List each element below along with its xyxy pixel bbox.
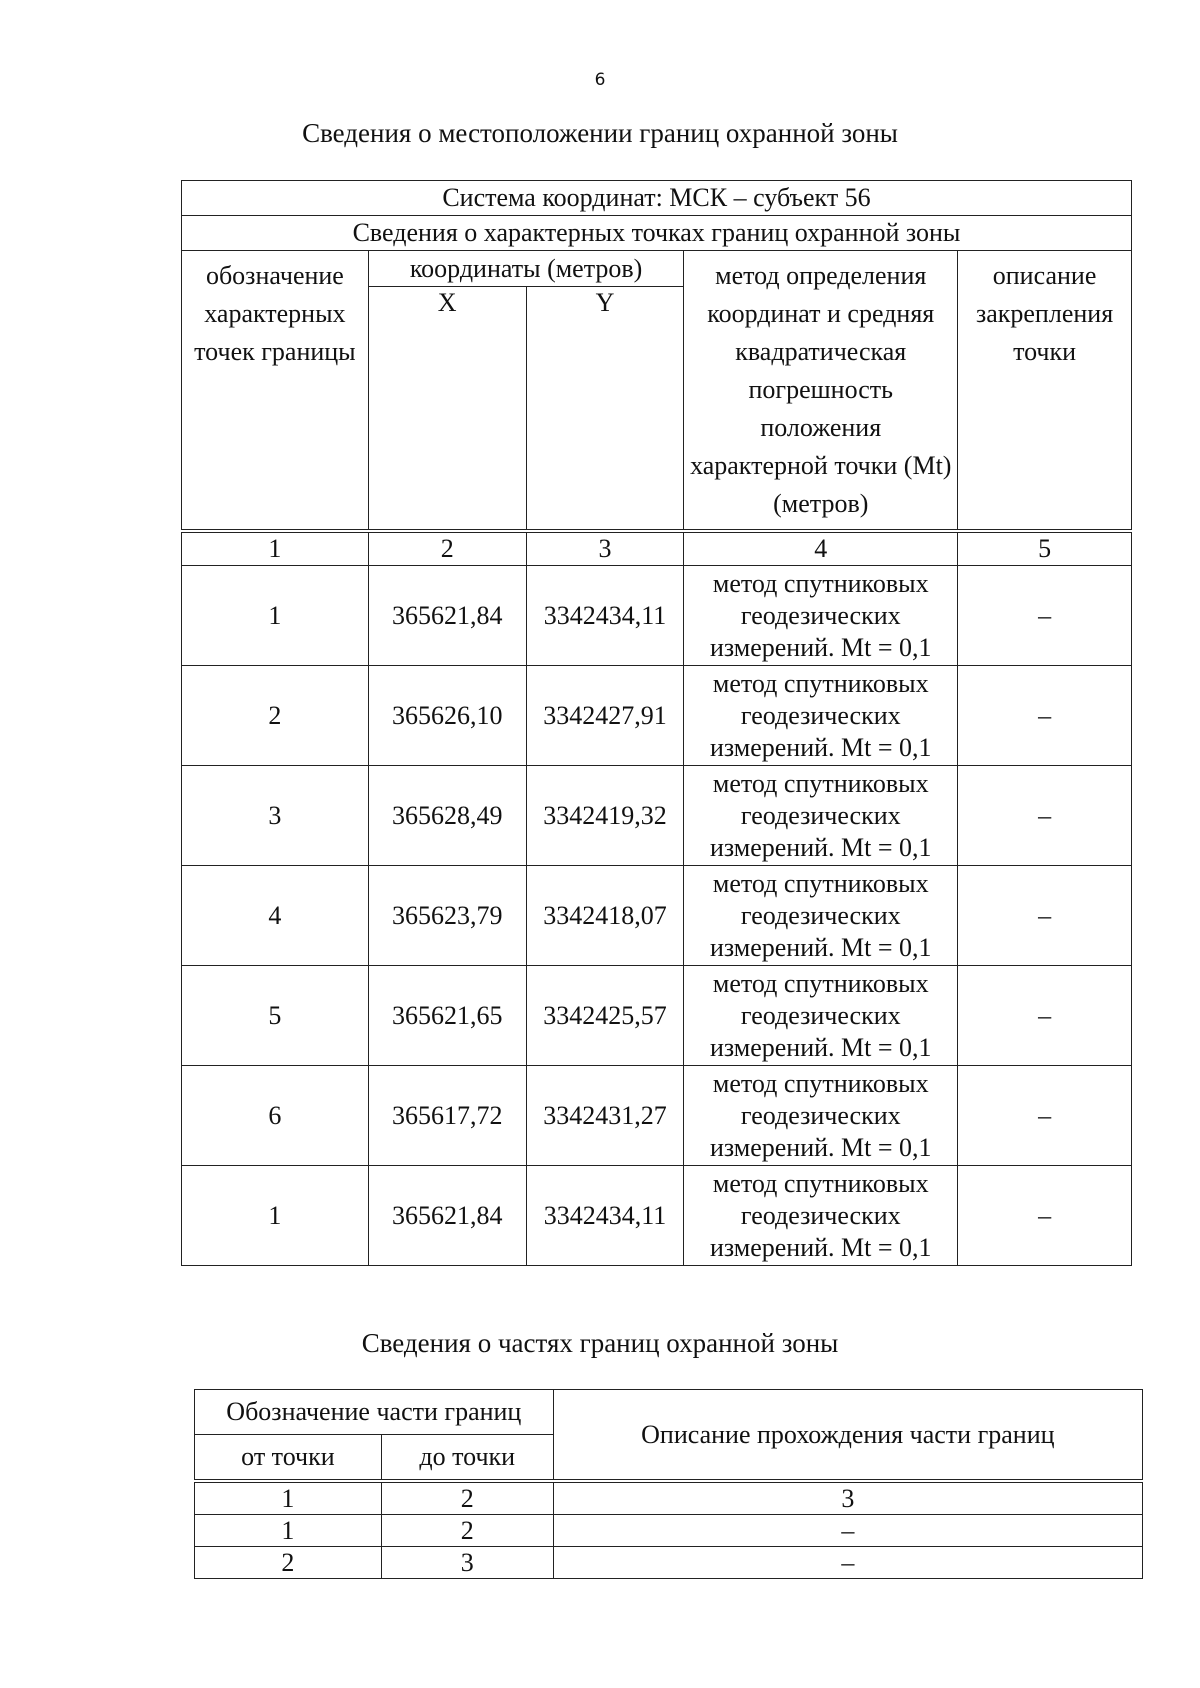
description-cell: – [958,566,1132,666]
page-number: 6 [594,70,606,90]
table-row [195,1515,1143,1547]
x-cell: 365621,84 [368,566,526,666]
description-cell: – [958,766,1132,866]
y-cell: 3342425,57 [526,966,684,1066]
y-cell: 3342434,11 [526,1166,684,1266]
to-cell: 3 [381,1547,553,1579]
method-line: измерений. Mt = 0,1 [709,832,932,862]
x-cell: 365626,10 [368,666,526,766]
method-cell [684,866,958,966]
method-line: геодезических [740,1000,901,1030]
method-line: метод спутниковых [712,1068,929,1098]
method-line: геодезических [740,600,901,630]
x-cell: 365621,65 [368,966,526,1066]
method-line: измерений. Mt = 0,1 [709,1132,932,1162]
col-number: 2 [368,531,526,566]
table-row [195,1547,1143,1579]
point-cell: 1 [182,566,369,666]
header-y: Y [526,287,684,531]
to-cell: 2 [381,1515,553,1547]
method-cell [684,566,958,666]
header-method: метод определения координат и средняя квадратическая погрешность положения характерной точки (Mt) (метров) [684,251,958,532]
col-number: 3 [526,531,684,566]
method-line: измерений. Mt = 0,1 [709,632,932,662]
point-cell: 5 [182,966,369,1066]
col-number: 2 [381,1481,553,1515]
description-cell: – [958,1066,1132,1166]
y-cell: 3342431,27 [526,1066,684,1166]
method-line: измерений. Mt = 0,1 [709,1032,932,1062]
method-line: измерений. Mt = 0,1 [709,732,932,762]
y-cell: 3342427,91 [526,666,684,766]
from-cell: 1 [195,1515,382,1547]
description-cell: – [958,866,1132,966]
col-number: 3 [553,1481,1142,1515]
method-line: метод спутниковых [712,568,929,598]
col-number: 5 [958,531,1132,566]
method-line: геодезических [740,700,901,730]
from-cell: 2 [195,1547,382,1579]
parts-title: Сведения о частях границ охранной зоны [361,1328,839,1358]
table-row [182,766,1132,866]
description-cell: – [958,1166,1132,1266]
method-line: метод спутниковых [712,1168,929,1198]
point-cell: 2 [182,666,369,766]
point-cell: 4 [182,866,369,966]
table-row [182,1066,1132,1166]
y-cell: 3342434,11 [526,566,684,666]
y-cell: 3342418,07 [526,866,684,966]
col-number: 1 [195,1481,382,1515]
header-designation: Обозначение части границ [195,1390,554,1435]
method-line: метод спутниковых [712,668,929,698]
method-cell [684,1066,958,1166]
x-cell: 365623,79 [368,866,526,966]
method-line: геодезических [740,1200,901,1230]
header-from: от точки [195,1435,382,1482]
method-cell [684,1166,958,1266]
header-part-description: Описание прохождения части границ [553,1390,1142,1482]
header-to: до точки [381,1435,553,1482]
header-point: обозначение характерных точек границы [182,251,369,532]
point-cell: 3 [182,766,369,866]
header-coords: координаты (метров) [368,251,684,287]
method-line: измерений. Mt = 0,1 [709,1232,932,1262]
header-x: X [368,287,526,531]
coordinates-table [181,180,1132,1266]
description-cell: – [958,966,1132,1066]
x-cell: 365621,84 [368,1166,526,1266]
col-number: 1 [182,531,369,566]
method-cell [684,966,958,1066]
method-line: метод спутниковых [712,868,929,898]
method-line: метод спутниковых [712,968,929,998]
y-cell: 3342419,32 [526,766,684,866]
table-row [182,866,1132,966]
point-cell: 1 [182,1166,369,1266]
header-description: описание закрепления точки [958,251,1132,532]
table-row [182,1166,1132,1266]
col-number: 4 [684,531,958,566]
method-line: геодезических [740,1100,901,1130]
method-line: метод спутниковых [712,768,929,798]
table-row [182,566,1132,666]
description-cell: – [958,666,1132,766]
part-description-cell: – [553,1515,1142,1547]
table-row [182,666,1132,766]
page-title: Сведения о местоположении границ охранной зоны [302,118,898,148]
point-cell: 6 [182,1066,369,1166]
method-cell [684,766,958,866]
method-line: геодезических [740,900,901,930]
table-subtitle: Сведения о характерных точках границ охранной зоны [182,216,1132,251]
method-line: геодезических [740,800,901,830]
coordinate-system: Система координат: МСК – субъект 56 [182,181,1132,216]
x-cell: 365628,49 [368,766,526,866]
method-line: измерений. Mt = 0,1 [709,932,932,962]
method-cell [684,666,958,766]
part-description-cell: – [553,1547,1142,1579]
table-row [182,966,1132,1066]
x-cell: 365617,72 [368,1066,526,1166]
parts-table [194,1389,1143,1579]
